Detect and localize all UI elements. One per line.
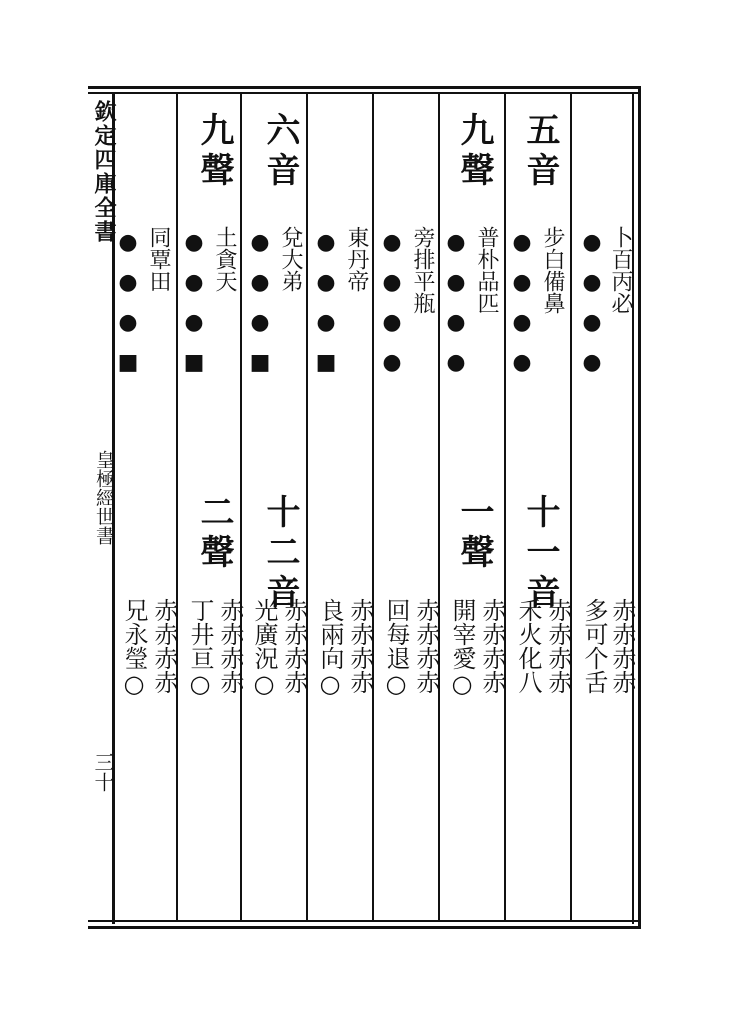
circle-marker: ● (382, 350, 402, 375)
column-heading: 六音 (260, 112, 300, 192)
square-marker: ■ (117, 350, 139, 375)
frame-bottom-rule-inner (88, 920, 640, 922)
circle-marker: ● (446, 230, 466, 255)
lower-heading: 十二音 (260, 494, 300, 614)
circle-marker: ● (118, 270, 138, 295)
circle-marker: ● (512, 270, 532, 295)
initial-characters: 東丹帝 (344, 226, 369, 292)
circle-marker: ● (446, 310, 466, 335)
circle-column (182, 228, 206, 378)
column-divider (504, 94, 506, 920)
column-heading: 五音 (520, 112, 560, 192)
initial-characters: 普朴品匹 (474, 226, 499, 314)
lower-text-column: 赤赤赤赤 (150, 598, 178, 694)
lower-text-column: 赤赤赤赤 (544, 598, 572, 694)
column-divider (176, 94, 178, 920)
circle-marker: ● (382, 270, 402, 295)
lower-text-column: 光廣況○ (250, 598, 278, 698)
circle-marker: ● (250, 230, 270, 255)
circle-marker: ● (250, 270, 270, 295)
circle-column (510, 228, 534, 378)
column-heading: 九聲 (454, 112, 494, 192)
lower-text-column: 禾火化八 (514, 598, 542, 694)
circle-column (314, 228, 338, 378)
frame-right-rule (638, 86, 641, 929)
column-divider (240, 94, 242, 920)
square-marker: ■ (315, 350, 337, 375)
circle-column (248, 228, 272, 378)
circle-marker: ● (118, 310, 138, 335)
circle-marker: ● (512, 310, 532, 335)
circle-marker: ● (316, 230, 336, 255)
margin-book-title: 皇極經世書 (93, 450, 115, 545)
circle-marker: ● (512, 230, 532, 255)
initial-characters: 同覃田 (146, 226, 171, 292)
initial-characters: 兌大弟 (278, 226, 303, 292)
frame-top-rule-inner (88, 92, 640, 94)
circle-marker: ● (316, 270, 336, 295)
circle-marker: ● (446, 270, 466, 295)
circle-column (380, 228, 404, 378)
frame-top-rule (88, 86, 640, 89)
lower-text-column: 良兩向○ (316, 598, 344, 698)
circle-marker: ● (316, 310, 336, 335)
lower-heading: 一聲 (454, 494, 494, 574)
margin-page-number: 三十 (91, 752, 115, 792)
lower-heading: 十一音 (520, 494, 560, 614)
initial-characters: 卜百丙必 (608, 226, 633, 314)
lower-text-column: 赤赤赤赤 (346, 598, 374, 694)
circle-marker: ● (582, 350, 602, 375)
column-heading: 九聲 (194, 112, 234, 192)
lower-text-column: 多可个舌 (580, 598, 608, 694)
circle-marker: ● (582, 270, 602, 295)
frame-bottom-rule (88, 926, 640, 929)
margin-title: 欽定四庫全書 (91, 100, 117, 244)
circle-marker: ● (446, 350, 466, 375)
circle-marker: ● (382, 230, 402, 255)
initial-characters: 土貪天 (212, 226, 237, 292)
lower-text-column: 赤赤赤赤 (280, 598, 308, 694)
circle-marker: ● (184, 270, 204, 295)
frame-right-rule-inner (632, 92, 634, 924)
lower-text-column: 赤赤赤赤 (216, 598, 244, 694)
circle-column (116, 228, 140, 378)
column-divider (306, 94, 308, 920)
circle-marker: ● (582, 230, 602, 255)
column-divider (372, 94, 374, 920)
circle-marker: ● (184, 230, 204, 255)
lower-text-column: 兄永瑩○ (120, 598, 148, 698)
circle-marker: ● (582, 310, 602, 335)
lower-text-column: 回每退○ (382, 598, 410, 698)
lower-text-column: 開宰愛○ (448, 598, 476, 698)
lower-text-column: 丁井亘○ (186, 598, 214, 698)
circle-marker: ● (250, 310, 270, 335)
column-divider (438, 94, 440, 920)
lower-text-column: 赤赤赤赤 (478, 598, 506, 694)
initial-characters: 旁排平瓶 (410, 226, 435, 314)
circle-column (444, 228, 468, 378)
column-divider (570, 94, 572, 920)
circle-marker: ● (184, 310, 204, 335)
circle-marker: ● (118, 230, 138, 255)
initial-characters: 步白備鼻 (540, 226, 565, 314)
lower-heading: 二聲 (194, 494, 234, 574)
lower-text-column: 赤赤赤赤 (608, 598, 636, 694)
square-marker: ■ (183, 350, 205, 375)
lower-text-column: 赤赤赤赤 (412, 598, 440, 694)
square-marker: ■ (249, 350, 271, 375)
circle-marker: ● (382, 310, 402, 335)
circle-marker: ● (512, 350, 532, 375)
